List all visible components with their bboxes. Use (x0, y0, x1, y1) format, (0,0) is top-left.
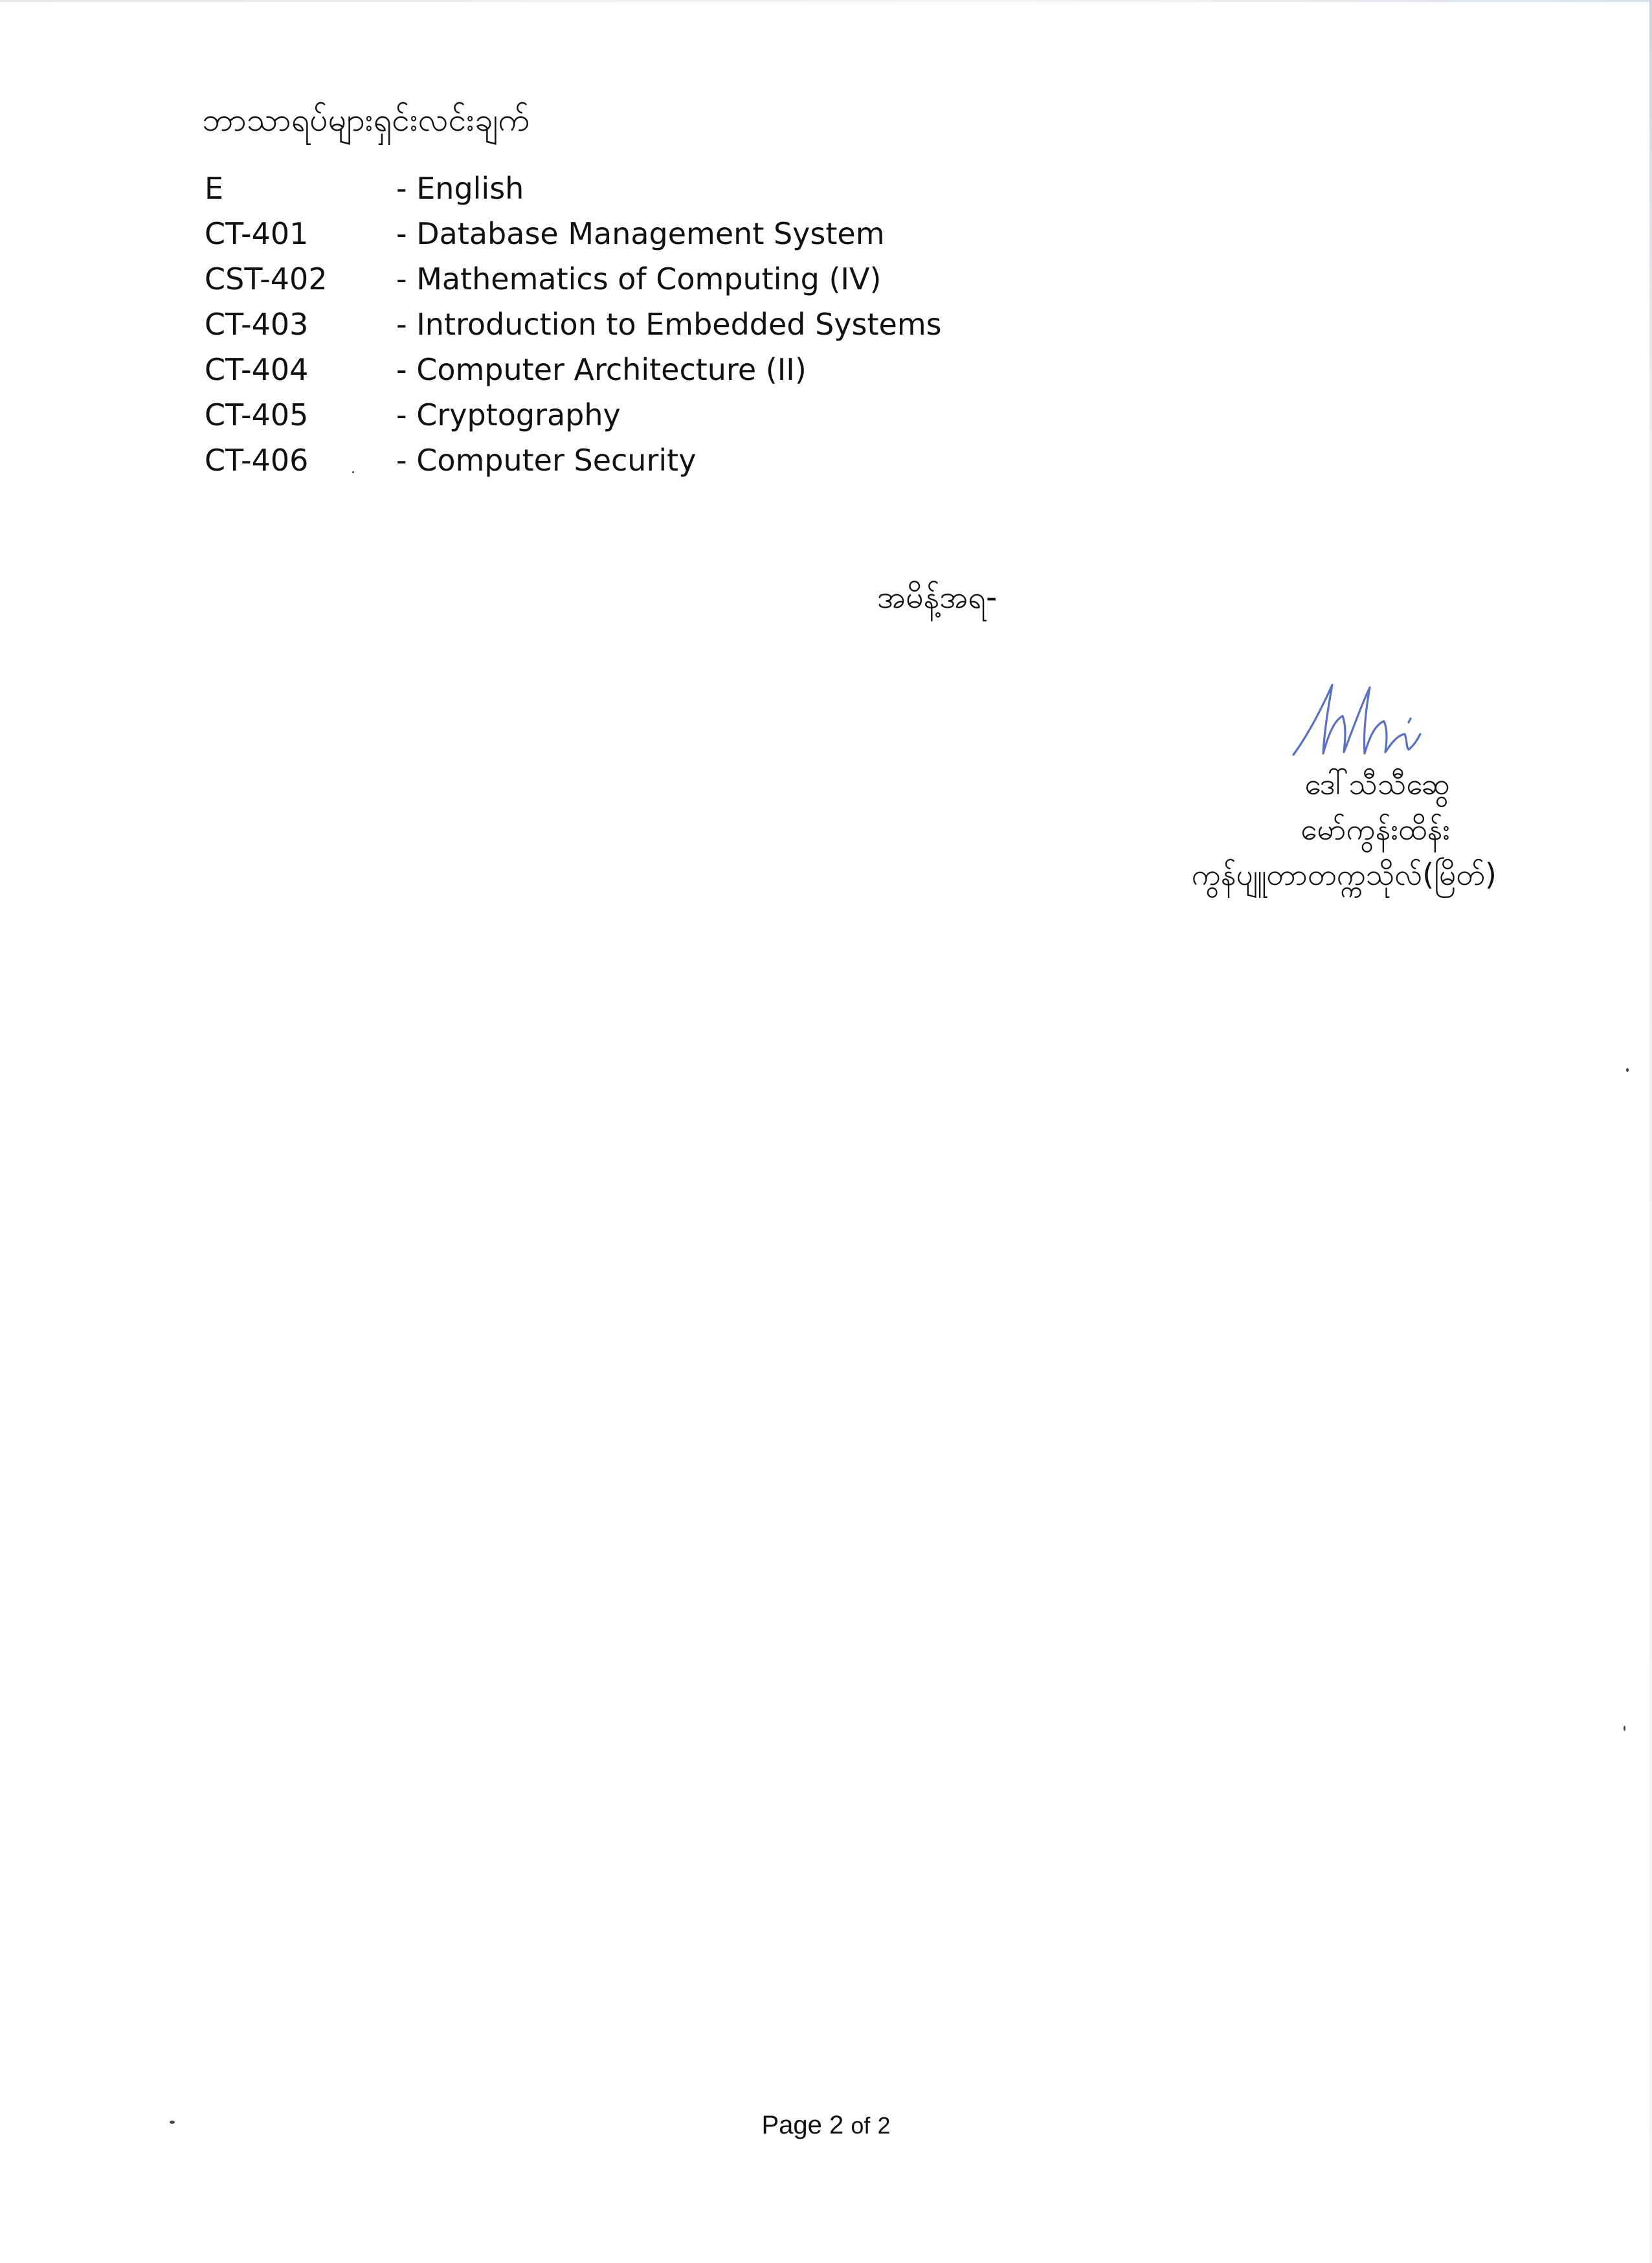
subject-code: CT-405 (205, 397, 309, 432)
subject-title: - Introduction to Embedded Systems (396, 307, 942, 342)
subject-title: - English (396, 171, 524, 206)
page-edge-top (0, 0, 1652, 2)
scan-speck (1624, 1726, 1625, 1731)
handwritten-signature (1282, 673, 1431, 761)
subject-title: - Mathematics of Computing (IV) (396, 262, 882, 296)
page-of-label: of (851, 2112, 871, 2139)
subject-row (205, 166, 942, 211)
scan-speck (352, 471, 354, 473)
subject-row (205, 211, 942, 256)
signer-office: ကွန်ပျူတာတက္ကသိုလ်(မြိတ်) (1191, 857, 1497, 892)
subject-code: CT-404 (205, 352, 309, 387)
subject-code: CT-401 (205, 216, 309, 251)
signer-name: ဒေါ်သီသီဆွေ (1304, 766, 1450, 801)
by-order-label: အမိန့်အရ- (877, 579, 998, 616)
subject-title: - Computer Architecture (II) (396, 352, 807, 387)
subject-row (205, 302, 942, 347)
subject-code: CT-406 (205, 443, 309, 478)
subject-code: CST-402 (205, 262, 328, 296)
subject-code: E (205, 171, 224, 206)
signature-block (1100, 673, 1528, 932)
subject-row (205, 256, 942, 302)
page-edge-right (1649, 0, 1652, 2263)
page-number: 2 (829, 2111, 844, 2139)
subject-title: - Cryptography (396, 397, 621, 432)
page-label: Page (761, 2111, 822, 2139)
page-total: 2 (877, 2112, 891, 2139)
subject-row (205, 347, 942, 392)
scan-speck (170, 2121, 175, 2124)
signer-title: မော်ကွန်းထိန်း (1300, 812, 1450, 847)
subject-row (205, 392, 942, 438)
subject-list (205, 166, 942, 483)
subject-code: CT-403 (205, 307, 309, 342)
page-footer (0, 2109, 1652, 2142)
page-heading: ဘာသာရပ်များရှင်းလင်းချက် (202, 101, 530, 139)
subject-title: - Computer Security (396, 443, 697, 478)
scan-speck (1626, 1068, 1629, 1072)
subject-row (205, 438, 942, 483)
subject-title: - Database Management System (396, 216, 885, 251)
